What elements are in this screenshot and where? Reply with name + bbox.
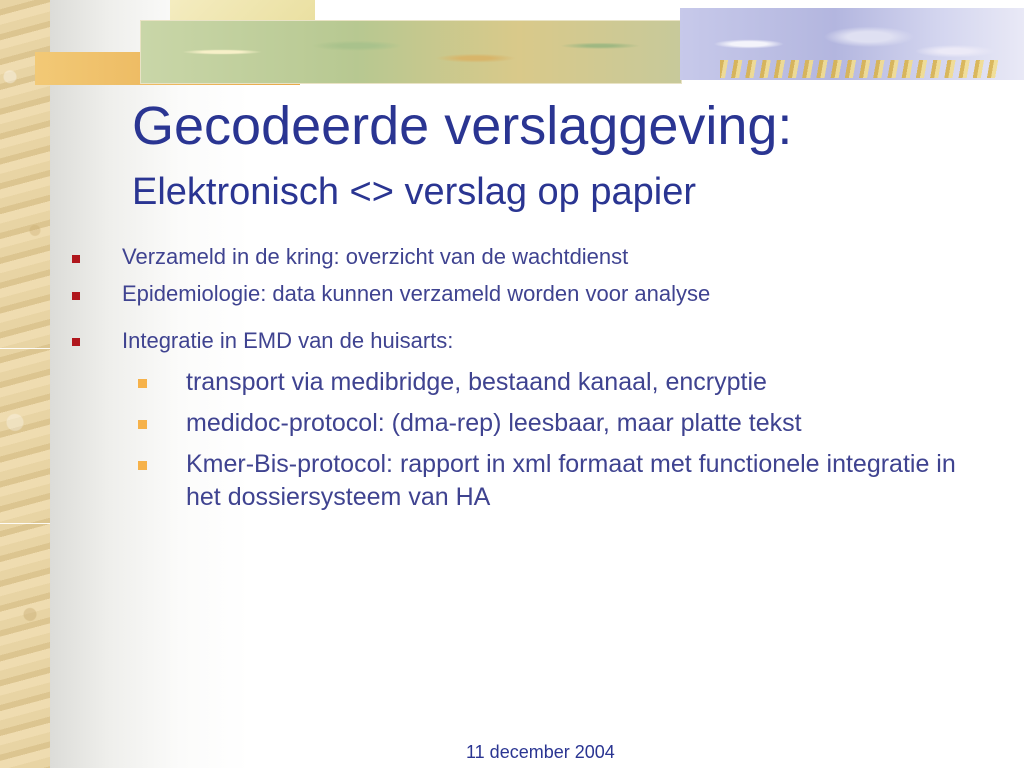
border-seam: [0, 523, 50, 524]
bullet-text: Epidemiologie: data kunnen verzameld worden voor analyse: [122, 281, 711, 306]
parchment-border: [0, 0, 50, 768]
square-bullet-icon: [72, 338, 80, 346]
bullet-text: Integratie in EMD van de huisarts:: [122, 328, 454, 353]
square-bullet-icon: [138, 379, 147, 388]
bullet-text: Verzameld in de kring: overzicht van de wachtdienst: [122, 244, 629, 269]
sub-bullet-text: medidoc-protocol: (dma-rep) leesbaar, maar platte tekst: [186, 409, 802, 437]
header-decoration: [0, 0, 1024, 88]
leaf-image-panel: [140, 20, 682, 84]
footer-date: 11 december 2004: [466, 742, 615, 762]
square-bullet-icon: [72, 255, 80, 263]
slide-title: Gecodeerde verslaggeving:: [132, 96, 793, 156]
wheat-decoration: [720, 60, 1000, 78]
slide-subtitle: Elektronisch <> verslag op papier: [132, 171, 696, 213]
square-bullet-icon: [138, 420, 147, 429]
sub-bullet-text: transport via medibridge, bestaand kanaal, encryptie: [186, 368, 767, 396]
sub-bullet-text: Kmer-Bis-protocol: rapport in xml formaat met functionele integratie in het dossiersysteem van HA: [186, 450, 956, 511]
square-bullet-icon: [72, 292, 80, 300]
border-seam: [0, 348, 50, 349]
square-bullet-icon: [138, 461, 147, 470]
